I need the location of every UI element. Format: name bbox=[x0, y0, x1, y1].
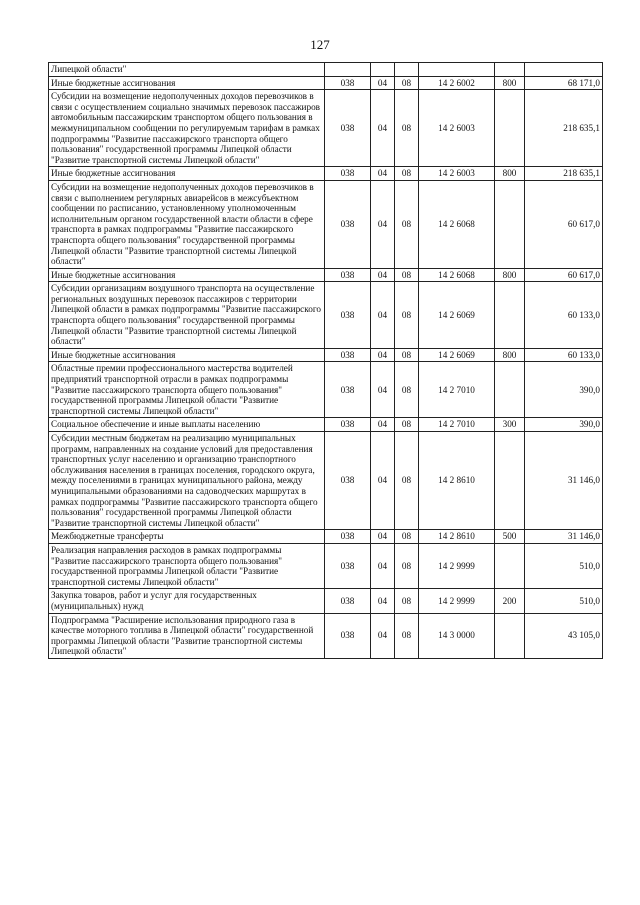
cell-ministry-code: 038 bbox=[325, 282, 371, 349]
cell-expense-type: 500 bbox=[495, 530, 525, 544]
table-row bbox=[49, 589, 603, 613]
cell-subsection bbox=[395, 63, 419, 77]
cell-description: Липецкой области" bbox=[49, 63, 325, 77]
table-row bbox=[49, 63, 603, 77]
cell-amount: 60 617,0 bbox=[525, 268, 603, 282]
cell-description: Социальное обеспечение и иные выплаты населению bbox=[49, 418, 325, 432]
cell-expense-type bbox=[495, 90, 525, 167]
cell-ministry-code: 038 bbox=[325, 530, 371, 544]
cell-ministry-code: 038 bbox=[325, 76, 371, 90]
cell-expense-type bbox=[495, 362, 525, 418]
cell-ministry-code: 038 bbox=[325, 362, 371, 418]
cell-expense-type: 300 bbox=[495, 418, 525, 432]
cell-ministry-code: 038 bbox=[325, 167, 371, 181]
cell-section: 04 bbox=[371, 613, 395, 658]
cell-target-article: 14 2 6069 bbox=[419, 348, 495, 362]
table-row bbox=[49, 530, 603, 544]
cell-expense-type bbox=[495, 180, 525, 268]
table-row bbox=[49, 268, 603, 282]
budget-table-body bbox=[49, 63, 603, 659]
cell-ministry-code: 038 bbox=[325, 268, 371, 282]
cell-target-article bbox=[419, 63, 495, 77]
cell-section bbox=[371, 63, 395, 77]
cell-section: 04 bbox=[371, 530, 395, 544]
cell-subsection: 08 bbox=[395, 282, 419, 349]
cell-ministry-code: 038 bbox=[325, 589, 371, 613]
cell-section: 04 bbox=[371, 90, 395, 167]
cell-amount: 510,0 bbox=[525, 589, 603, 613]
cell-description: Областные премии профессионального мастерства водителей предприятий транспортной отрасли в рамках подпрограммы "Развитие пассажирского транспорта общего пользования" государственной программы Липецкой области "Развитие транспортной системы Липецкой области" bbox=[49, 362, 325, 418]
cell-amount: 218 635,1 bbox=[525, 90, 603, 167]
cell-ministry-code: 038 bbox=[325, 432, 371, 530]
budget-table bbox=[48, 62, 603, 659]
cell-subsection: 08 bbox=[395, 418, 419, 432]
cell-subsection: 08 bbox=[395, 362, 419, 418]
cell-ministry-code: 038 bbox=[325, 348, 371, 362]
table-row bbox=[49, 613, 603, 658]
table-row bbox=[49, 362, 603, 418]
cell-description: Иные бюджетные ассигнования bbox=[49, 167, 325, 181]
cell-amount: 218 635,1 bbox=[525, 167, 603, 181]
cell-section: 04 bbox=[371, 589, 395, 613]
cell-section: 04 bbox=[371, 348, 395, 362]
cell-target-article: 14 2 6068 bbox=[419, 268, 495, 282]
cell-description: Субсидии на возмещение недополученных доходов перевозчиков в связи с выполнением регулярных авиарейсов в межсубъектном сообщении по расписанию, установленному уполномоченным исполнительным органом государственной власти области в сфере транспорта в рамках подпрограммы "Развитие пассажирского транспорта общего пользования" государственной программы Липецкой области "Развитие транспортной системы Липецкой области" bbox=[49, 180, 325, 268]
cell-description: Иные бюджетные ассигнования bbox=[49, 348, 325, 362]
cell-amount: 31 146,0 bbox=[525, 530, 603, 544]
cell-section: 04 bbox=[371, 418, 395, 432]
cell-section: 04 bbox=[371, 543, 395, 588]
cell-section: 04 bbox=[371, 432, 395, 530]
cell-expense-type: 800 bbox=[495, 268, 525, 282]
cell-amount: 31 146,0 bbox=[525, 432, 603, 530]
cell-amount: 390,0 bbox=[525, 362, 603, 418]
cell-target-article: 14 2 6068 bbox=[419, 180, 495, 268]
cell-description: Закупка товаров, работ и услуг для государственных (муниципальных) нужд bbox=[49, 589, 325, 613]
cell-amount: 390,0 bbox=[525, 418, 603, 432]
cell-expense-type bbox=[495, 63, 525, 77]
cell-description: Субсидии на возмещение недополученных доходов перевозчиков в связи с осуществлением социально значимых перевозок пассажиров автомобильным пассажирским транспортом общего пользования в межмуниципальном сообщении по регулируемым тарифам в рамках подпрограммы "Развитие пассажирского транспорта общего пользования" государственной программы Липецкой области "Развитие транспортной системы Липецкой области" bbox=[49, 90, 325, 167]
cell-expense-type bbox=[495, 543, 525, 588]
cell-subsection: 08 bbox=[395, 76, 419, 90]
cell-subsection: 08 bbox=[395, 589, 419, 613]
cell-description: Межбюджетные трансферты bbox=[49, 530, 325, 544]
cell-amount: 68 171,0 bbox=[525, 76, 603, 90]
cell-ministry-code: 038 bbox=[325, 613, 371, 658]
cell-ministry-code: 038 bbox=[325, 418, 371, 432]
cell-section: 04 bbox=[371, 76, 395, 90]
cell-target-article: 14 2 7010 bbox=[419, 362, 495, 418]
cell-amount: 510,0 bbox=[525, 543, 603, 588]
table-row bbox=[49, 348, 603, 362]
cell-subsection: 08 bbox=[395, 180, 419, 268]
cell-description: Субсидии местным бюджетам на реализацию муниципальных программ, направленных на создание условий для предоставления транспортных услуг населению и организацию транспортного обслуживания населения в границах поселения, городского округа, между поселениями в границах муниципального района, между муниципальными образованиями на садоводческих маршрутах в рамках подпрограммы "Развитие пассажирского транспорта общего пользования" государственной программы Липецкой области "Развитие транспортной системы Липецкой области" bbox=[49, 432, 325, 530]
cell-subsection: 08 bbox=[395, 268, 419, 282]
cell-amount: 43 105,0 bbox=[525, 613, 603, 658]
cell-expense-type: 200 bbox=[495, 589, 525, 613]
cell-target-article: 14 2 8610 bbox=[419, 432, 495, 530]
cell-subsection: 08 bbox=[395, 530, 419, 544]
cell-section: 04 bbox=[371, 362, 395, 418]
cell-expense-type: 800 bbox=[495, 348, 525, 362]
cell-ministry-code: 038 bbox=[325, 90, 371, 167]
table-row bbox=[49, 167, 603, 181]
table-row bbox=[49, 282, 603, 349]
cell-target-article: 14 2 9999 bbox=[419, 543, 495, 588]
cell-amount: 60 133,0 bbox=[525, 348, 603, 362]
table-row bbox=[49, 90, 603, 167]
cell-section: 04 bbox=[371, 268, 395, 282]
cell-ministry-code: 038 bbox=[325, 180, 371, 268]
cell-ministry-code: 038 bbox=[325, 543, 371, 588]
cell-amount: 60 133,0 bbox=[525, 282, 603, 349]
cell-ministry-code bbox=[325, 63, 371, 77]
cell-expense-type bbox=[495, 613, 525, 658]
cell-subsection: 08 bbox=[395, 348, 419, 362]
page-number: 127 bbox=[310, 37, 330, 52]
cell-expense-type: 800 bbox=[495, 76, 525, 90]
cell-target-article: 14 2 6003 bbox=[419, 90, 495, 167]
cell-target-article: 14 2 6003 bbox=[419, 167, 495, 181]
cell-subsection: 08 bbox=[395, 543, 419, 588]
cell-amount bbox=[525, 63, 603, 77]
cell-subsection: 08 bbox=[395, 613, 419, 658]
cell-target-article: 14 3 0000 bbox=[419, 613, 495, 658]
cell-description: Субсидии организациям воздушного транспорта на осуществление региональных воздушных перевозок пассажиров с территории Липецкой области в рамках подпрограммы "Развитие пассажирского транспорта общего пользования" государственной программы Липецкой области "Развитие транспортной системы Липецкой области" bbox=[49, 282, 325, 349]
cell-subsection: 08 bbox=[395, 432, 419, 530]
cell-description: Реализация направления расходов в рамках подпрограммы "Развитие пассажирского транспорта общего пользования" государственной программы Липецкой области "Развитие транспортной системы Липецкой области" bbox=[49, 543, 325, 588]
cell-target-article: 14 2 6002 bbox=[419, 76, 495, 90]
cell-target-article: 14 2 9999 bbox=[419, 589, 495, 613]
cell-subsection: 08 bbox=[395, 90, 419, 167]
cell-target-article: 14 2 8610 bbox=[419, 530, 495, 544]
cell-section: 04 bbox=[371, 282, 395, 349]
cell-description: Иные бюджетные ассигнования bbox=[49, 76, 325, 90]
cell-expense-type: 800 bbox=[495, 167, 525, 181]
cell-target-article: 14 2 7010 bbox=[419, 418, 495, 432]
table-row bbox=[49, 432, 603, 530]
table-row bbox=[49, 418, 603, 432]
cell-subsection: 08 bbox=[395, 167, 419, 181]
cell-amount: 60 617,0 bbox=[525, 180, 603, 268]
table-row bbox=[49, 543, 603, 588]
cell-expense-type bbox=[495, 432, 525, 530]
cell-section: 04 bbox=[371, 180, 395, 268]
table-row bbox=[49, 180, 603, 268]
cell-description: Иные бюджетные ассигнования bbox=[49, 268, 325, 282]
cell-target-article: 14 2 6069 bbox=[419, 282, 495, 349]
cell-expense-type bbox=[495, 282, 525, 349]
cell-section: 04 bbox=[371, 167, 395, 181]
cell-description: Подпрограмма "Расширение использования природного газа в качестве моторного топлива в Липецкой области" государственной программы Липецкой области "Развитие транспортной системы Липецкой области" bbox=[49, 613, 325, 658]
table-row bbox=[49, 76, 603, 90]
